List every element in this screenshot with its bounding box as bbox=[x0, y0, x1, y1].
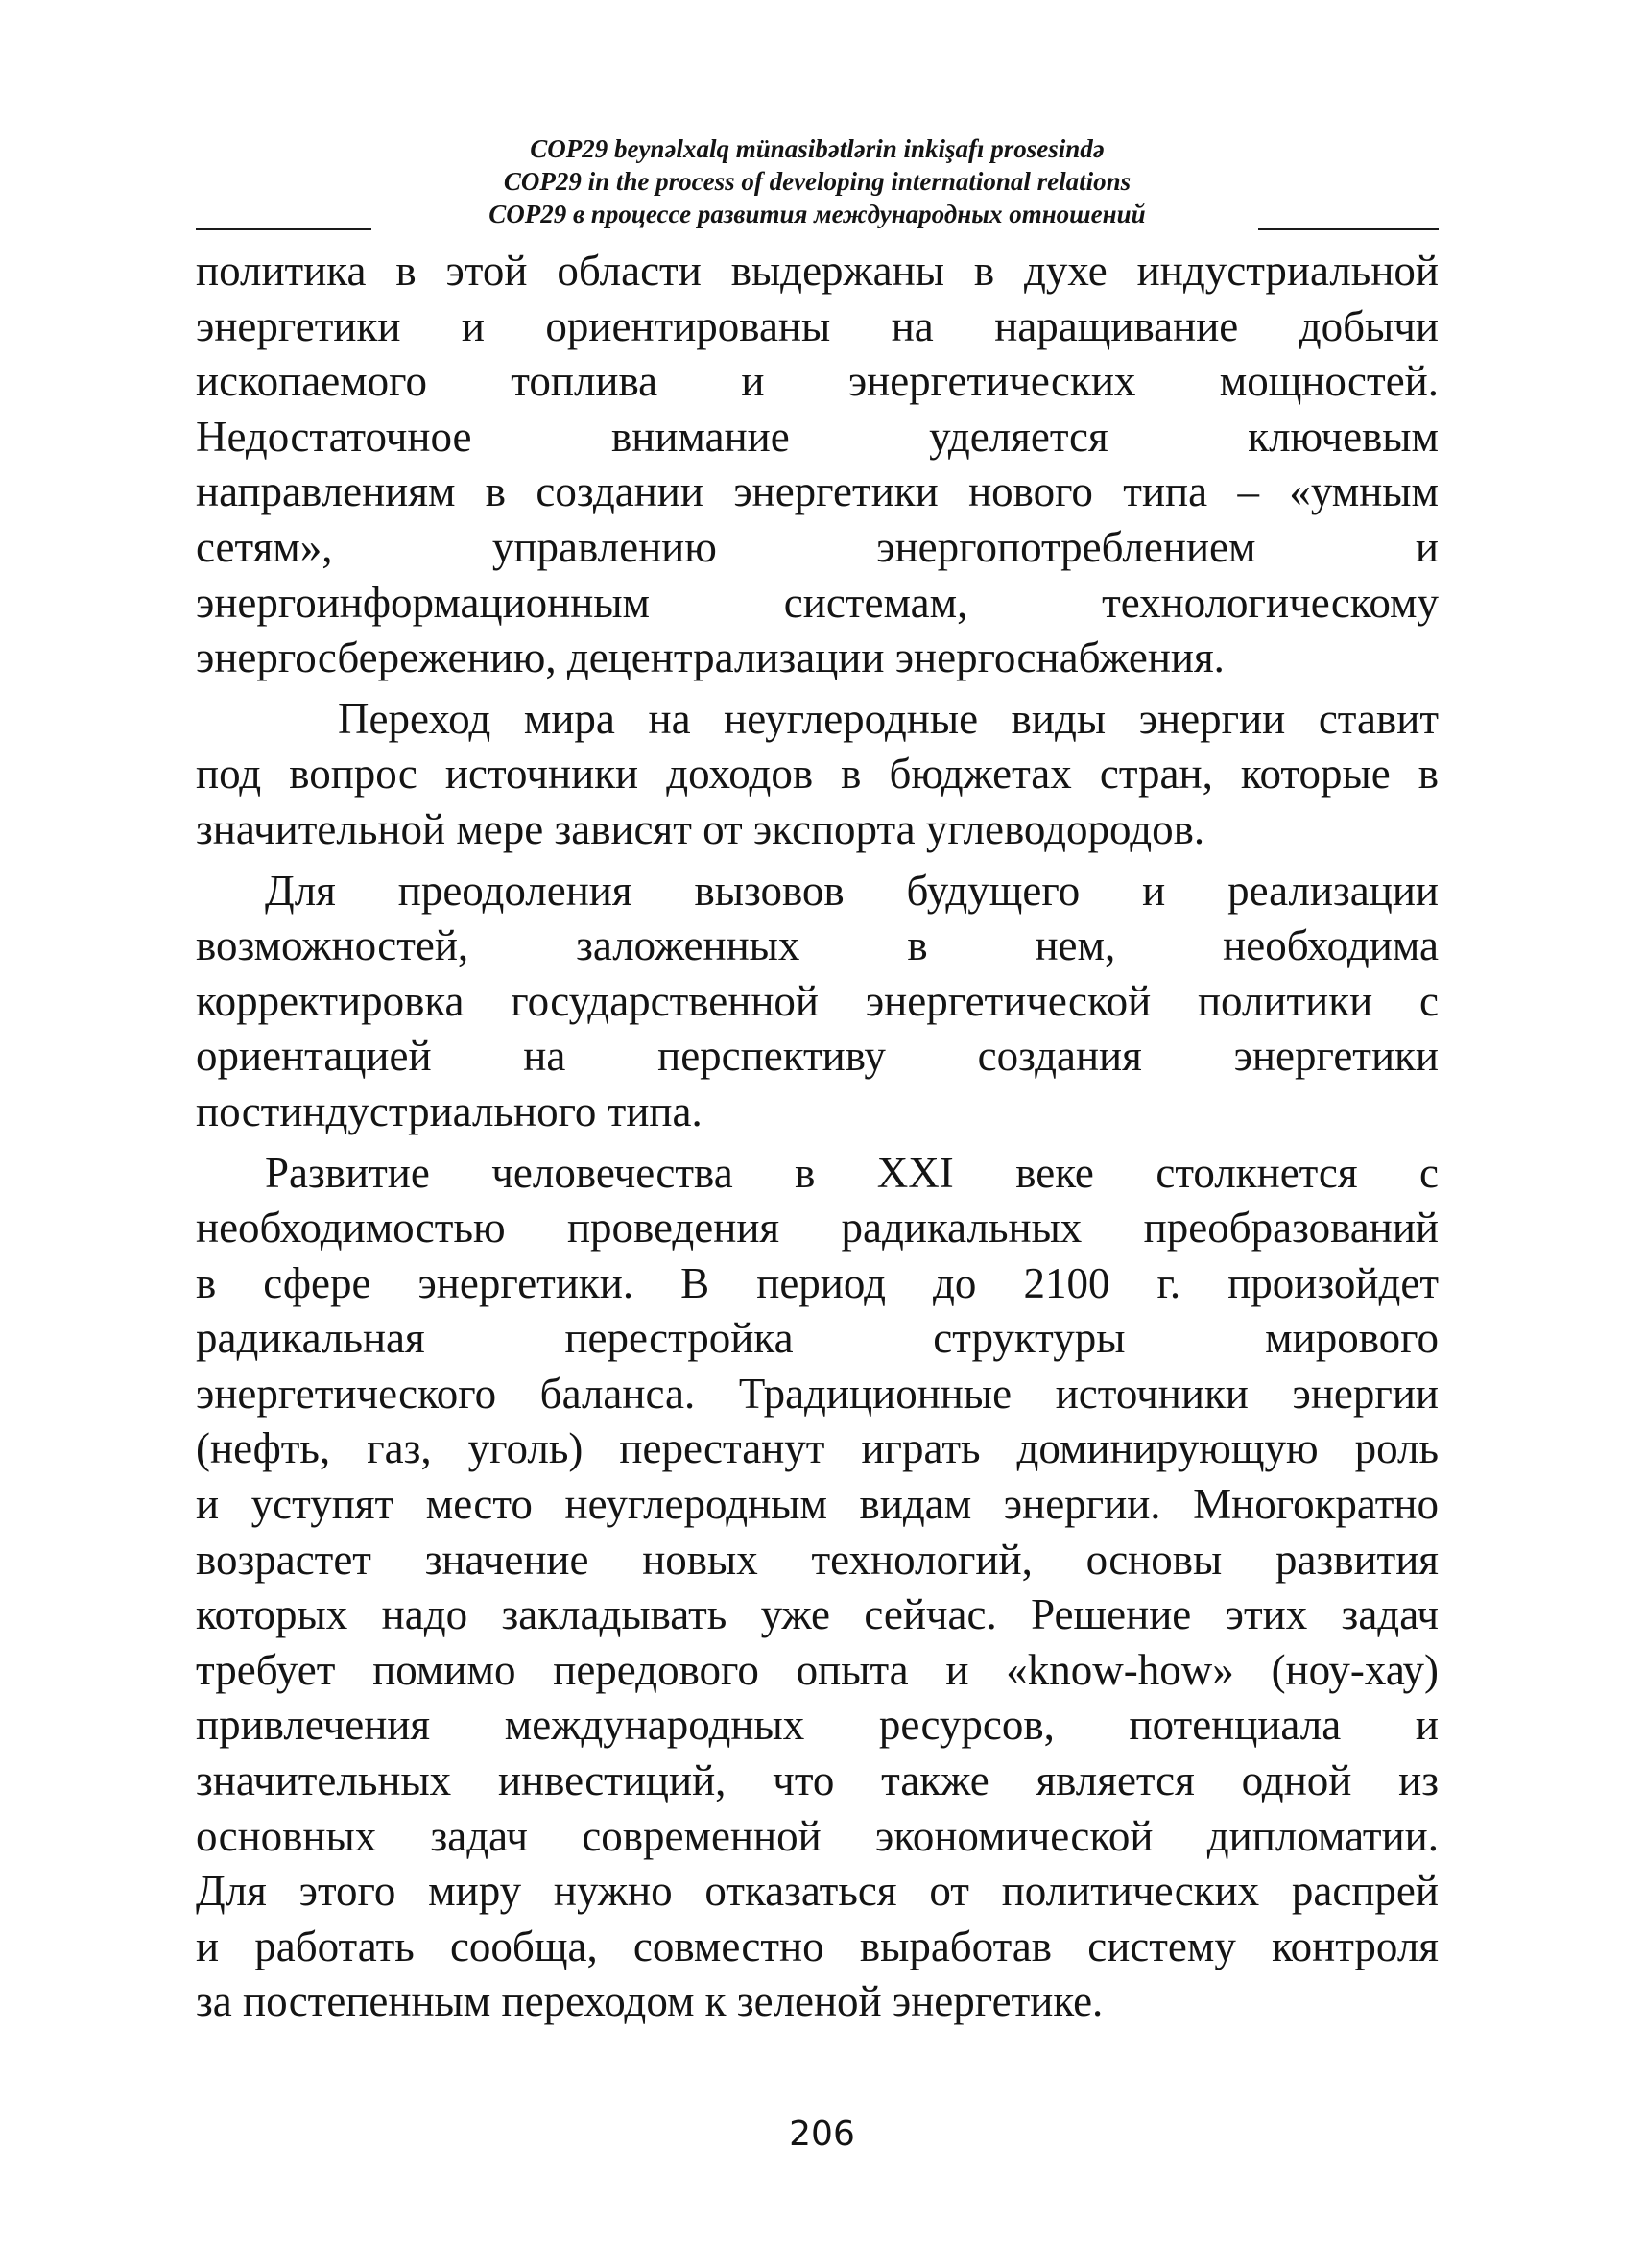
text-line: значительной мере зависят от экспорта углеводородов. bbox=[196, 804, 1205, 853]
text-line: под вопрос источники доходов в бюджетах стран, которые в bbox=[196, 750, 1439, 799]
text-line: (нефть, газ, уголь) перестанут играть доминирующую роль bbox=[196, 1424, 1439, 1473]
text-line: энергетики и ориентированы на наращивание добычи bbox=[196, 301, 1439, 350]
text-line: в сфере энергетики. В период до 2100 г. произойдет bbox=[196, 1258, 1439, 1307]
text-line: политика в этой области выдержаны в духе индустриальной bbox=[196, 247, 1439, 295]
text-line: энергоинформационным системам, технологическому bbox=[196, 578, 1439, 627]
text-line: и уступят место неуглеродным видам энергии. Многократно bbox=[196, 1480, 1439, 1529]
header-line-az: COP29 beynəlxalq münasibətlərin inkişafı prosesində bbox=[530, 134, 1105, 163]
text-line: возможностей, заложенных в нем, необходима bbox=[196, 921, 1439, 970]
running-header bbox=[196, 132, 1439, 230]
text-line: которых надо закладывать уже сейчас. Решение этих задач bbox=[196, 1590, 1439, 1639]
text-line: за постепенным переходом к зеленой энергетике. bbox=[196, 1977, 1104, 2026]
text-line: корректировка государственной энергетической политики с bbox=[196, 976, 1439, 1025]
paragraph-4 bbox=[196, 1146, 1439, 2031]
text-line: необходимостью проведения радикальных преобразований bbox=[196, 1204, 1439, 1253]
text-line: энергосбережению, децентрализации энергоснабжения. bbox=[196, 633, 1225, 682]
text-line: Развитие человечества в XXI веке столкнется с bbox=[265, 1148, 1439, 1197]
text-line: Недостаточное внимание уделяется ключевым bbox=[196, 412, 1439, 461]
text-line: привлечения международных ресурсов, потенциала и bbox=[196, 1701, 1439, 1750]
paragraph-3 bbox=[196, 864, 1439, 1140]
text-line: радикальная перестройка структуры мирового bbox=[196, 1314, 1439, 1363]
header-rule-left bbox=[196, 228, 371, 230]
text-line: основных задач современной экономической дипломатии. bbox=[196, 1811, 1439, 1860]
header-line-ru: COP29 в процессе развития международных отношений bbox=[488, 200, 1146, 228]
text-line: и работать сообща, совместно выработав систему контроля bbox=[196, 1922, 1439, 1970]
paragraph-2 bbox=[196, 692, 1439, 858]
text-line: ископаемого топлива и энергетических мощностей. bbox=[196, 357, 1439, 406]
text-line: ориентацией на перспективу создания энергетики bbox=[196, 1032, 1439, 1081]
text-line: сетям», управлению энергопотреблением и bbox=[196, 522, 1439, 571]
text-line: направлениям в создании энергетики нового типа – «умным bbox=[196, 467, 1439, 516]
text-line: Переход мира на неуглеродные виды энергии ставит bbox=[338, 694, 1439, 743]
text-line: Для этого миру нужно отказаться от политических распрей bbox=[196, 1867, 1439, 1916]
text-line: требует помимо передового опыта и «know-how» (ноу-хау) bbox=[196, 1645, 1439, 1694]
page-number: 206 bbox=[789, 2114, 855, 2154]
body-text bbox=[196, 244, 1439, 2036]
text-line: возрастет значение новых технологий, основы развития bbox=[196, 1535, 1439, 1584]
header-rule-right bbox=[1258, 228, 1439, 230]
text-line: Для преодоления вызовов будущего и реализации bbox=[265, 866, 1439, 915]
paragraph-1 bbox=[196, 244, 1439, 686]
text-line: значительных инвестиций, что также является одной из bbox=[196, 1756, 1439, 1805]
header-line-en: COP29 in the process of developing international relations bbox=[503, 167, 1132, 196]
text-line: постиндустриального типа. bbox=[196, 1086, 703, 1135]
text-line: энергетического баланса. Традиционные источники энергии bbox=[196, 1369, 1439, 1418]
